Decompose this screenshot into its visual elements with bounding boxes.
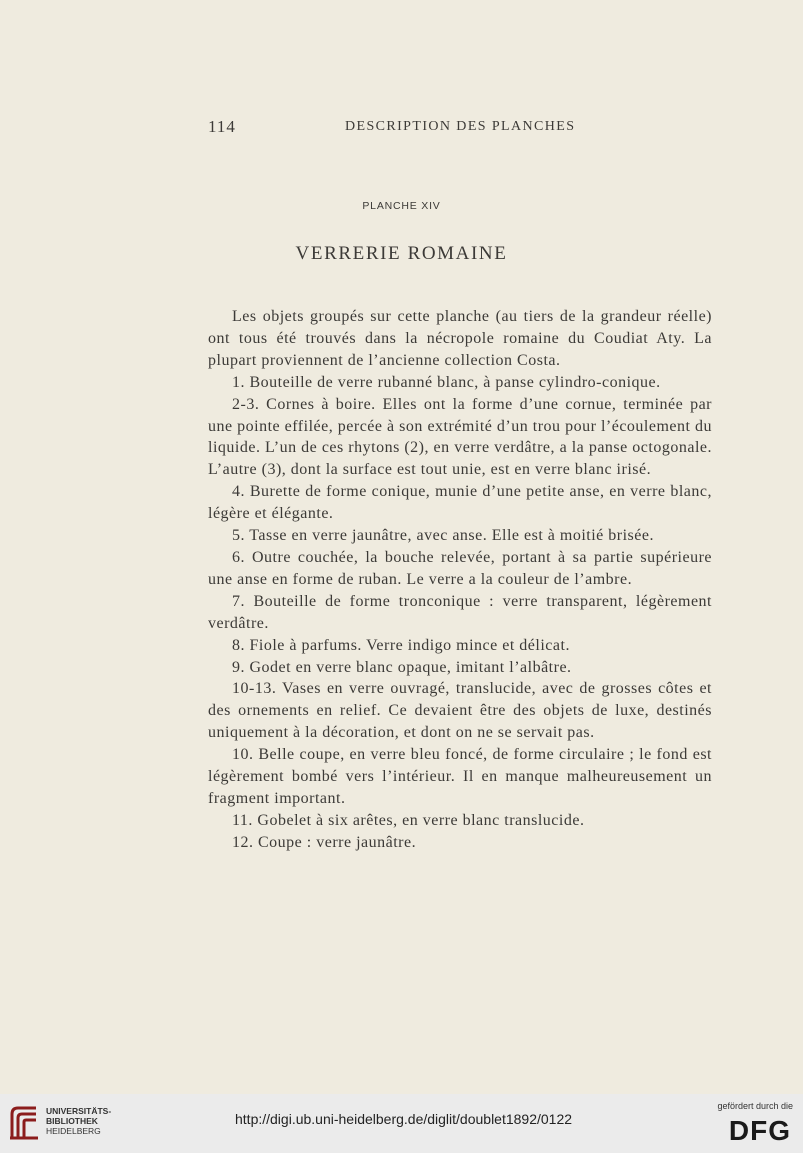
running-head-title: DESCRIPTION DES PLANCHES bbox=[345, 119, 576, 134]
paragraph-item-9: 9. Godet en verre blanc opaque, imitant l’albâtre. bbox=[232, 658, 572, 676]
paragraph-item-5: 5. Tasse en verre jaunâtre, avec anse. Elle est à moitié brisée. bbox=[232, 527, 654, 545]
section-title: VERRERIE ROMAINE bbox=[295, 243, 508, 264]
plate-label: PLANCHE XIV bbox=[362, 200, 441, 212]
paragraph-item-4: 4. Burette de forme conique, munie d’une petite anse, en verre blanc, légère et élégante. bbox=[208, 483, 712, 523]
library-logo-icon bbox=[8, 1104, 42, 1142]
paragraph-item-7: 7. Bouteille de forme tronconique : verre transparent, légèrement verdâtre. bbox=[208, 592, 712, 632]
paragraph-item-2-3: 2-3. Cornes à boire. Elles ont la forme d’une cornue, terminée par une pointe effilée, percée à son extrémité d’un trou pour l’écoulement du liquide. L’un de ces rhytons (2), en verre verdâtre, a la panse octogonale. L’autre (3), dont la surface est tout unie, est en verre blanc irisé. bbox=[208, 395, 712, 479]
paragraph-item-10: 10. Belle coupe, en verre bleu foncé, de forme circulaire ; le fond est légèrement bombé vers l’intérieur. Il en manque malheureusement un fragment important. bbox=[208, 746, 712, 807]
paragraph-item-8: 8. Fiole à parfums. Verre indigo mince et délicat. bbox=[232, 636, 570, 654]
library-line-1: UNIVERSITÄTS- bbox=[46, 1106, 112, 1116]
dfg-logo: DFG bbox=[728, 1115, 791, 1146]
paragraph-item-12: 12. Coupe : verre jaunâtre. bbox=[232, 833, 417, 851]
funder-caption: gefördert durch die bbox=[717, 1101, 793, 1111]
footer-bar bbox=[0, 1094, 803, 1153]
library-line-2: BIBLIOTHEK bbox=[46, 1116, 98, 1126]
library-line-3: HEIDELBERG bbox=[46, 1126, 101, 1136]
page-number: 114 bbox=[208, 117, 236, 136]
paragraph-intro: Les objets groupés sur cette planche (au tiers de la grandeur réelle) ont tous été trouvés dans la nécropole romaine du Coudiat Aty. La plupart proviennent de l’ancienne collection Costa. bbox=[208, 308, 712, 369]
paragraph-item-11: 11. Gobelet à six arêtes, en verre blanc translucide. bbox=[232, 811, 585, 829]
running-head bbox=[0, 117, 803, 139]
paragraph-item-10-13: 10-13. Vases en verre ouvragé, translucide, avec de grosses côtes et des ornements en relief. Ce devaient être des objets de luxe, destinés uniquement à la décoration, et dont on ne se servait pas. bbox=[208, 680, 712, 742]
library-name bbox=[46, 1106, 111, 1136]
body-text bbox=[208, 306, 712, 854]
source-url-link[interactable]: http://digi.ub.uni-heidelberg.de/diglit/doublet1892/0122 bbox=[235, 1111, 573, 1127]
paragraph-item-6: 6. Outre couchée, la bouche relevée, portant à sa partie supérieure une anse en forme de ruban. Le verre a la couleur de l’ambre. bbox=[208, 548, 712, 588]
paragraph-item-1: 1. Bouteille de verre rubanné blanc, à panse cylindro-conique. bbox=[232, 373, 661, 391]
